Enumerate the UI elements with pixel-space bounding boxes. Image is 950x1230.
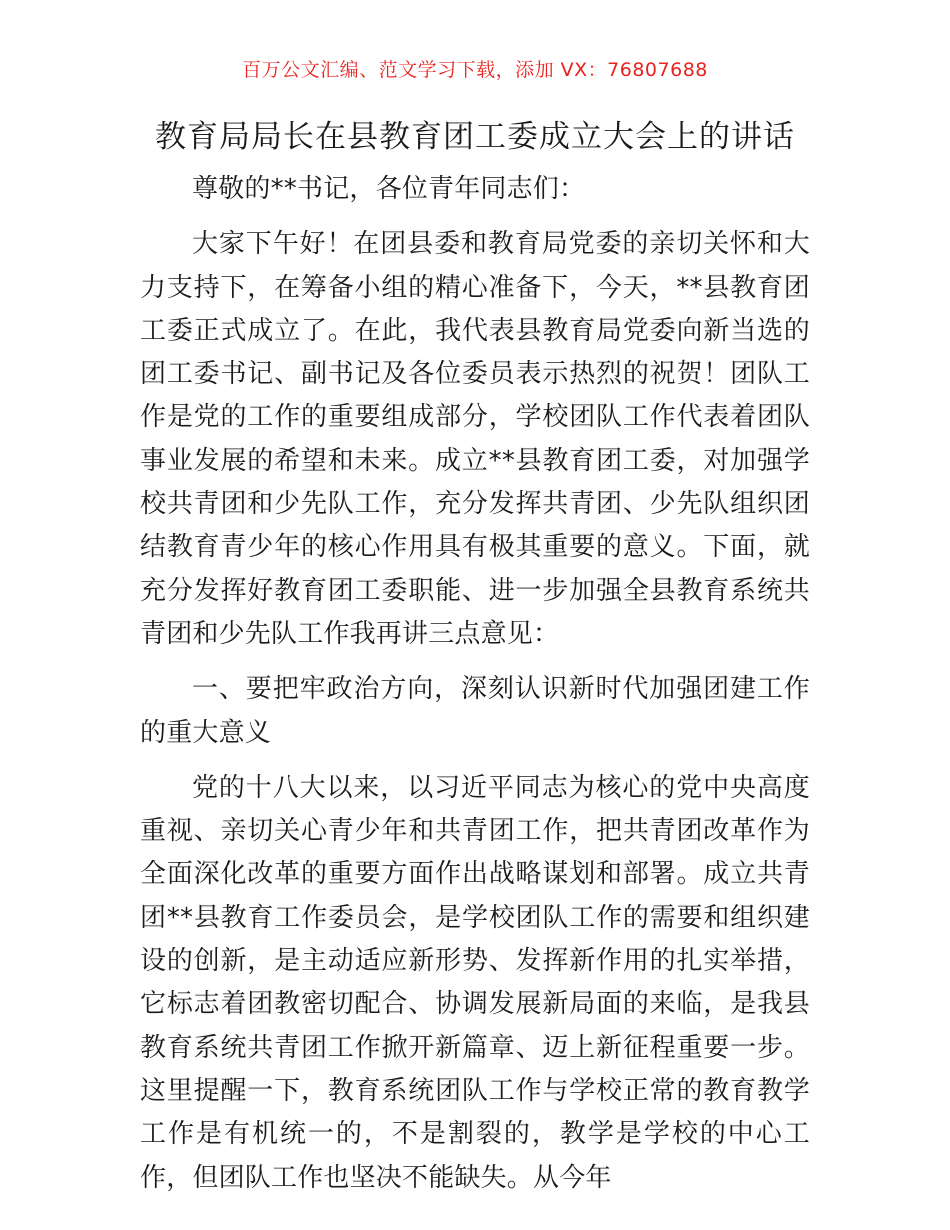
section-heading-1: 一、要把牢政治方向，深刻认识新时代加强团建工作的重大意义: [140, 674, 810, 748]
section-1-paragraph: 党的十八大以来，以习近平同志为核心的党中央高度重视、亲切关心青少年和共青团工作，把共青团改革作为全面深化改革的重要方面作出战略谋划和部署。成立共青团**县教育工作委员会，是学校团队工作的需要和组织建设的创新，是主动适应新形势、发挥新作用的扎实举措，它标志着团教密切配合、协调发展新局面的来临，是我县教育系统共青团工作掀开新篇章、迈上新征程重要一步。这里提醒一下，教育系统团队工作与学校正常的教育教学工作是有机统一的，不是割裂的，教学是学校的中心工作，但团队工作也坚决不能缺失。从今年: [140, 772, 810, 1193]
salutation-paragraph: 尊敬的**书记，各位青年同志们：: [192, 174, 586, 204]
document-body: [140, 168, 810, 1200]
opening-paragraph: 大家下午好！在团县委和教育局党委的亲切关怀和大力支持下，在筹备小组的精心准备下，今天，**县教育团工委正式成立了。在此，我代表县教育局党委向新当选的团工委书记、副书记及各位委员表示热烈的祝贺！团队工作是党的工作的重要组成部分，学校团队工作代表着团队事业发展的希望和未来。成立**县教育团工委，对加强学校共青团和少先队工作，充分发挥共青团、少先队组织团结教育青少年的核心作用具有极其重要的意义。下面，就充分发挥好教育团工委职能、进一步加强全县教育系统共青团和少先队工作我再讲三点意见：: [140, 229, 810, 649]
header-banner: 百万公文汇编、范文学习下载，添加 VX：76807688: [242, 59, 708, 81]
document-title: 教育局局长在县教育团工委成立大会上的讲话: [155, 119, 795, 155]
